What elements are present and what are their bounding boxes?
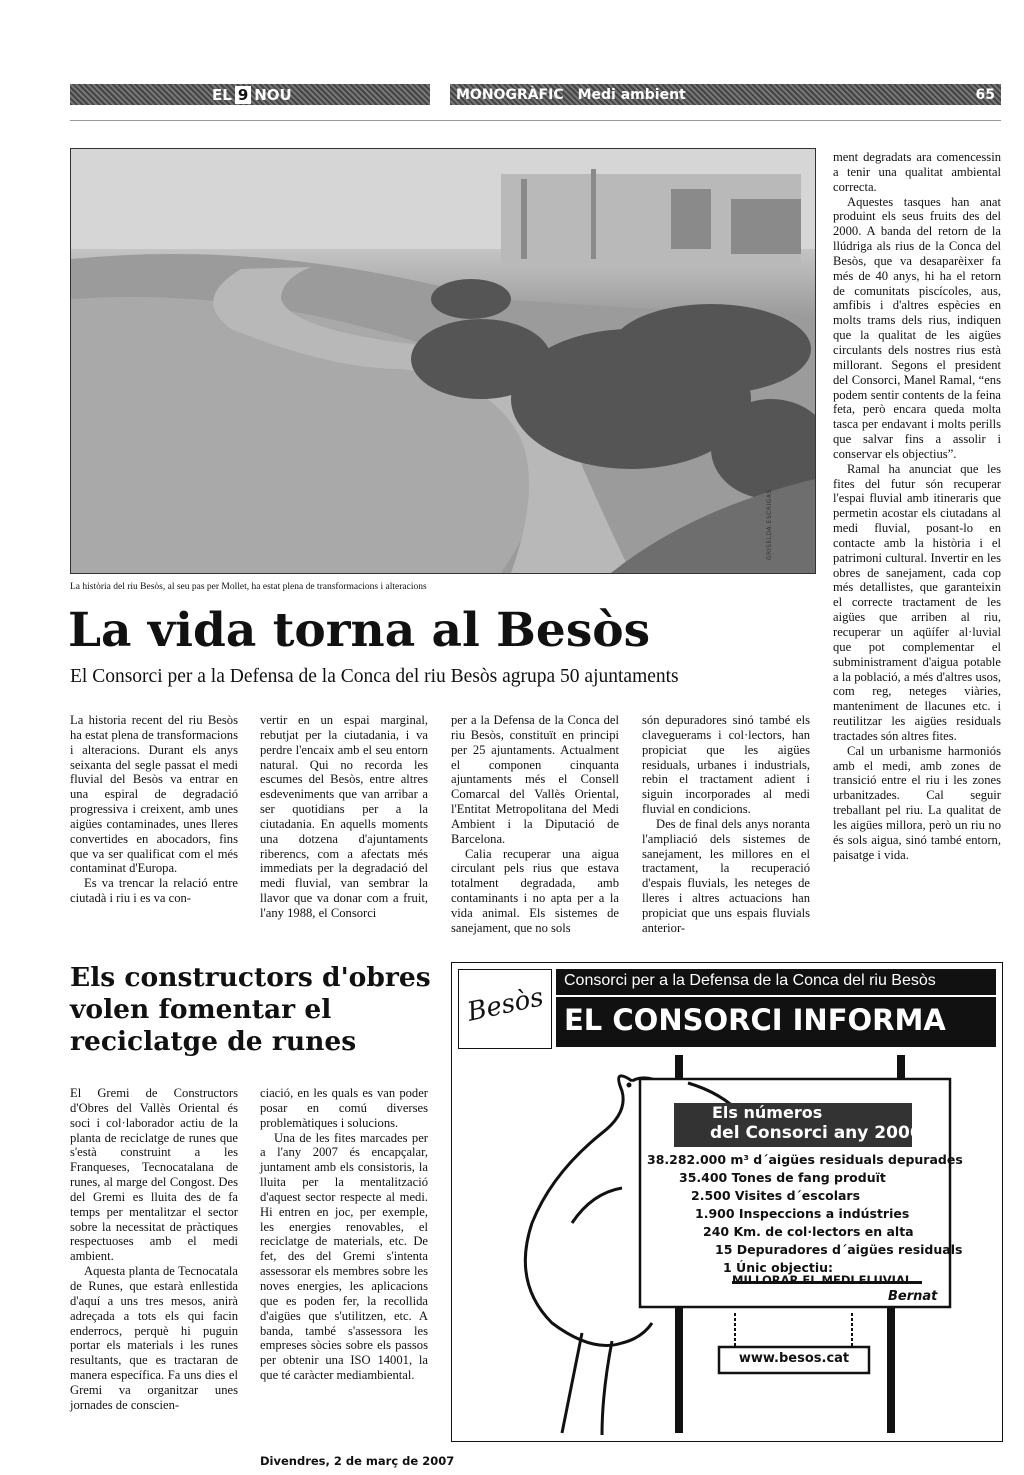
- article-column-4: [642, 713, 810, 936]
- sign-title-1: Els números: [712, 1103, 823, 1122]
- stat-line: 1.900 Inspeccions a indústries: [695, 1206, 910, 1221]
- headline-line: Els constructors d'obres: [70, 962, 431, 993]
- stat-line: 38.282.000 m³ d´aigües residuals depurades: [647, 1152, 963, 1167]
- paragraph: per a la Defensa de la Conca del riu Besòs, constituït en principi per 25 ajuntaments. Actualment el componen cinquanta ajuntaments més el Consell Comarcal del Vallès Oriental, l'Entitat Metropolitana del Medi Ambient i la Diputació de Barcelona.: [451, 713, 619, 846]
- photo-credit: GRISELDA ESCRIGAS: [766, 489, 773, 560]
- paragraph: són depuradores sinó també els claveguerams i col·lectors, han propiciat que les aigües residuals, urbanes i industrials, rebin el tractament adient i siguin incorporades al medi fluvial en condicions.: [642, 713, 810, 817]
- paragraph: Calia recuperar una aigua circulant pels rius que estava totalment degradada, amb contaminants i no apta per a la vida animal. Els sistemes de sanejament, que no sols: [451, 846, 619, 935]
- paragraph: Una de les fites marcades per a l'any 2007 és encapçalar, juntament amb els consistoris, la lluita per la mentalització d'aquest sector respecte al medi. Hi entren en joc, per exemple, les energies renovables, el reciclatge de materials, etc. De fet, des del Gremi s'intenta assessorar els membres sobre les noves energies, les aplicacions que es poden fer, la recollida d'aigües que s'utilitzen, etc. A banda, també s'assessora les empreses sòcies sobre els passos per obtenir una ISO 14001, la que té caràcter mediambiental.: [260, 1130, 428, 1383]
- stats-list: [647, 1151, 963, 1277]
- subsection-label: Medi ambient: [577, 86, 686, 103]
- section-label: MONOGRÀFIC: [456, 86, 564, 103]
- article-column-3: [451, 713, 619, 936]
- paper-logo-nou: NOU: [254, 85, 292, 104]
- header-bar-right: [450, 84, 1001, 105]
- stat-line: 35.400 Tones de fang produït: [679, 1170, 886, 1185]
- besos-logo: Besòs: [464, 982, 547, 1028]
- article-column-2: [260, 713, 428, 921]
- paragraph: Aquestes tasques han anat produint els seus fruits des del 2000. A banda del retorn de la llúdriga als rius de la Conca del Besòs, que va desaparèixer fa més de 40 anys, hi ha el retorn de comunitats piscícoles, aus, amfibis i d'altres espècies en molts trams dels rius, indiquen que la qualitat de les aigües circulants dels nostres rius està millorant. Segons el president del Consorci, Manel Ramal, “ens podem sentir contents de la feina feta, però encara queda molta tasca per endavant i molts perills que salvar fins a assolir i conservar els objectius”.: [833, 194, 1001, 461]
- artist-signature: Bernat: [888, 1289, 938, 1304]
- article-headline: La vida torna al Besòs: [68, 603, 651, 658]
- river-photo: [70, 148, 816, 574]
- consorci-ad: [451, 962, 1003, 1442]
- stat-line: 2.500 Visites d´escolars: [691, 1188, 861, 1203]
- paragraph: Ramal ha anunciat que les fites del futur són recuperar l'espai fluvial amb itineraris que permetin acostar els ciutadans al medi fluvial, posant-lo en contacte amb la història i el patrimoni cultural. Invertir en les obres de sanejament, cada cop més detallistes, que garanteixin el correcte tractament de les aigües que arriben al riu, recuperar un aqüífer al·luvial que pot complementar el subministrament d'aigua potable a la població, a més d'altres usos, com reg, neteges viàries, manteniment de llacunes etc. i reutilitzar les aigües residuals tractades són altres fites.: [833, 461, 1001, 743]
- header-rule: [70, 120, 1001, 121]
- page-number: 65: [975, 86, 995, 103]
- sign-title-2: del Consorci any 2006: [710, 1123, 922, 1143]
- paragraph: Des de final dels anys noranta l'ampliació dels sistemes de sanejament, les millores en el tractament, la recuperació d'espais fluvials, les neteges de lleres i altres actuacions han propiciat que uns espais fluvials anterior-: [642, 816, 810, 935]
- paragraph: Es va trencar la relació entre ciutadà i riu i es va con-: [70, 876, 238, 906]
- article-column-5: [833, 150, 1001, 863]
- article2-column-1: [70, 1086, 238, 1413]
- article2-column-2: [260, 1086, 428, 1383]
- photo-caption: La història del riu Besòs, al seu pas per Mollet, ha estat plena de transformacions i alteracions: [70, 582, 427, 592]
- paragraph: La historia recent del riu Besòs ha estat plena de transformacions i alteracions. Durant els anys seixanta del segle passat el medi fluvial del Besòs va entrar en una espiral de degradació progressiva i creixent, amb unes aigües contaminades, unes lleres convertides en abocadors, fins que va ser qualificat com el més contaminat d'Europa.: [70, 713, 238, 876]
- paragraph: El Gremi de Constructors d'Obres del Vallès Oriental és soci i col·laborador actiu de la planta de reciclatge de runes que s'està construint a les Franqueses, Tecnocatalana de runes, al marge del Congost. Des del Gremi es lluita des de fa temps per mentalitzar el sector sobre la necessitat de pràctiques respectuoses amb el medi ambient.: [70, 1086, 238, 1264]
- paragraph: ciació, en les quals es van poder posar en comú diverses problemàtiques i solucions.: [260, 1086, 428, 1130]
- stat-line: 1 Únic objectiu:: [723, 1260, 834, 1275]
- ad-url: www.besos.cat: [738, 1351, 850, 1366]
- article2-headline: [70, 962, 440, 1058]
- paragraph: Aquesta planta de Tecnocatala de Runes, que estarà enllestida d'aquí a uns tres mesos, anirà adreçada a tots els qui facin enderrocs, perquè hi puguin portar els materials i les runes resultants, que es tractaran de manera específica. Fa uns dies el Gremi va organitzar unes jornades de conscien-: [70, 1264, 238, 1412]
- paragraph: Cal un urbanisme harmoniós amb el medi, amb zones de transició entre el riu i les zones urbanitzades. Cal seguir treballant pel riu. La qualitat de les aigües millora, però un riu no és sols aigua, sinó també entorn, paisatge i vida.: [833, 743, 1001, 862]
- sign-goal: MILLORAR EL MEDI FLUVIAL: [732, 1273, 913, 1287]
- headline-line: reciclatge de runes: [70, 1026, 357, 1057]
- article-subheadline: El Consorci per a la Defensa de la Conca del riu Besòs agrupa 50 ajuntaments: [70, 666, 679, 687]
- headline-line: volen fomentar el: [70, 994, 332, 1025]
- article-column-1: [70, 713, 238, 906]
- paper-logo: [212, 84, 292, 105]
- stat-line: 15 Depuradores d´aigües residuals: [715, 1242, 963, 1257]
- stat-line: 240 Km. de col·lectors en alta: [703, 1224, 914, 1239]
- ad-title: EL CONSORCI INFORMA: [564, 1003, 946, 1037]
- paper-logo-num: 9: [235, 86, 251, 104]
- ad-top-line: Consorci per a la Defensa de la Conca del riu Besòs: [564, 972, 936, 989]
- footer-date: Divendres, 2 de març de 2007: [260, 1454, 455, 1468]
- paragraph: ment degradats ara comencessin a tenir una qualitat ambiental correcta.: [833, 150, 1001, 194]
- paper-logo-el: EL: [212, 85, 232, 104]
- paragraph: vertir en un espai marginal, rebutjat per la ciutadania, i va perdre l'encaix amb el seu entorn natural. Qui no recorda les escumes del Besòs, entre altres esdeveniments que van arribar a ser quotidians per a la ciutadania. En aquells moments una dotzena d'ajuntaments riberencs, com a afectats més immediats per la degradació del medi fluvial, van sembrar la llavor que va donar com a fruit, l'any 1988, el Consorci: [260, 713, 428, 920]
- river-landscape-image: [71, 149, 815, 573]
